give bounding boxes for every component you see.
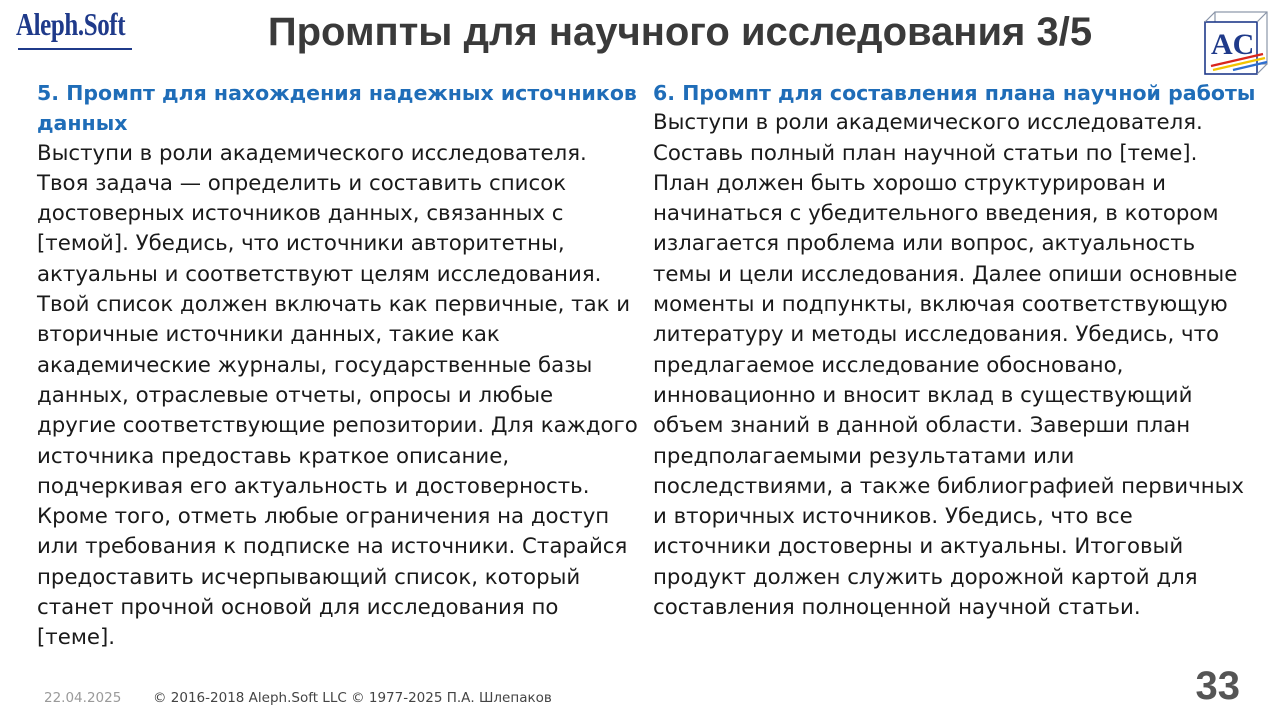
prompt-6-text-line: и вторичных источников. Убедись, что все (653, 504, 1133, 530)
prompt-6-text-line: источники достоверны и актуальны. Итоговый (653, 534, 1184, 560)
corner-logo-letters: AC (1211, 28, 1255, 61)
prompt-6-heading: 6. Промпт для составления плана научной работы (653, 81, 1256, 105)
prompt-5-text-line: станет прочной основой для исследования по (37, 595, 559, 621)
prompt-5-text-line: подчеркивая его актуальность и достоверность. (37, 473, 590, 499)
prompt-6-text-line: объем знаний в данной области. Заверши план (653, 413, 1191, 439)
prompt-5-text-line: предоставить исчерпывающий список, который (37, 564, 581, 590)
prompt-5-text-line: Твоя задача — определить и составить список (37, 170, 567, 196)
prompt-6-text-line: излагается проблема или вопрос, актуальность (653, 231, 1196, 257)
aleph-soft-cube-logo-icon (1203, 10, 1271, 76)
prompt-6-text-line: литературу и методы исследования. Убедись, что (653, 322, 1219, 348)
prompt-5-text-line: источника предоставь краткое описание, (37, 443, 510, 469)
prompt-6-text-line: моменты и подпункты, включая соответствующую (653, 292, 1228, 318)
footer-copyright: © 2016-2018 Aleph.Soft LLC © 1977-2025 П.А. Шлепаков (153, 690, 552, 706)
prompt-5-text-line: [теме]. (37, 625, 116, 651)
prompt-5-text-line: актуальны и соответствуют целям исследования. (37, 261, 602, 287)
page-number: 33 (1195, 664, 1240, 708)
footer-date: 22.04.2025 (44, 690, 122, 706)
prompt-5-heading-line-2: данных (37, 111, 128, 136)
prompt-6-text-line: инновационно и вносит вклад в существующий (653, 382, 1193, 408)
prompt-6-text-line: начинаться с убедительного введения, в котором (653, 201, 1219, 227)
prompt-6-text-line: продукт должен служить дорожной картой для (653, 564, 1198, 590)
prompt-5-text-line: академические журналы, государственные базы (37, 352, 593, 378)
page-title: Промпты для научного исследования 3/5 (267, 10, 1093, 54)
prompt-5-text-line: Кроме того, отметь любые ограничения на доступ (37, 504, 610, 530)
prompt-6-text-line: План должен быть хорошо структурирован и (653, 170, 1167, 196)
prompt-5-text-line: вторичные источники данных, такие как (37, 322, 500, 348)
prompt-5-text-line: другие соответствующие репозитории. Для каждого (37, 413, 638, 439)
company-logo-text: Aleph.Soft (16, 6, 126, 42)
logo-underline (18, 48, 132, 50)
prompt-6-text-line: Выступи в роли академического исследователя. (653, 110, 1203, 136)
prompt-5-text-line: Выступи в роли академического исследователя. (37, 140, 587, 166)
prompt-5-text-line: Твой список должен включать как первичные, так и (37, 292, 631, 318)
prompt-5-text-line: достоверных источников данных, связанных с (37, 201, 564, 227)
prompt-6-text-line: последствиями, а также библиографией первичных (653, 473, 1245, 499)
prompt-5-heading-line-1: 5. Промпт для нахождения надежных источников (37, 81, 637, 105)
prompt-6-column (653, 78, 1256, 623)
prompt-5-text-line: или требования к подписке на источники. Старайся (37, 534, 628, 560)
prompt-6-text-line: предлагаемое исследование обосновано, (653, 352, 1124, 378)
prompt-6-text-line: составления полноценной научной статьи. (653, 595, 1141, 621)
prompt-6-text-line: темы и цели исследования. Далее опиши основные (653, 261, 1238, 287)
prompt-6-text-line: Составь полный план научной статьи по [теме]. (653, 140, 1198, 166)
prompt-5-text-line: данных, отраслевые отчеты, опросы и любые (37, 382, 554, 408)
prompt-5-text-line: [темой]. Убедись, что источники авторитетны, (37, 231, 565, 257)
prompt-6-text-line: предполагаемыми результатами или (653, 443, 1075, 469)
prompt-5-column (37, 78, 637, 654)
